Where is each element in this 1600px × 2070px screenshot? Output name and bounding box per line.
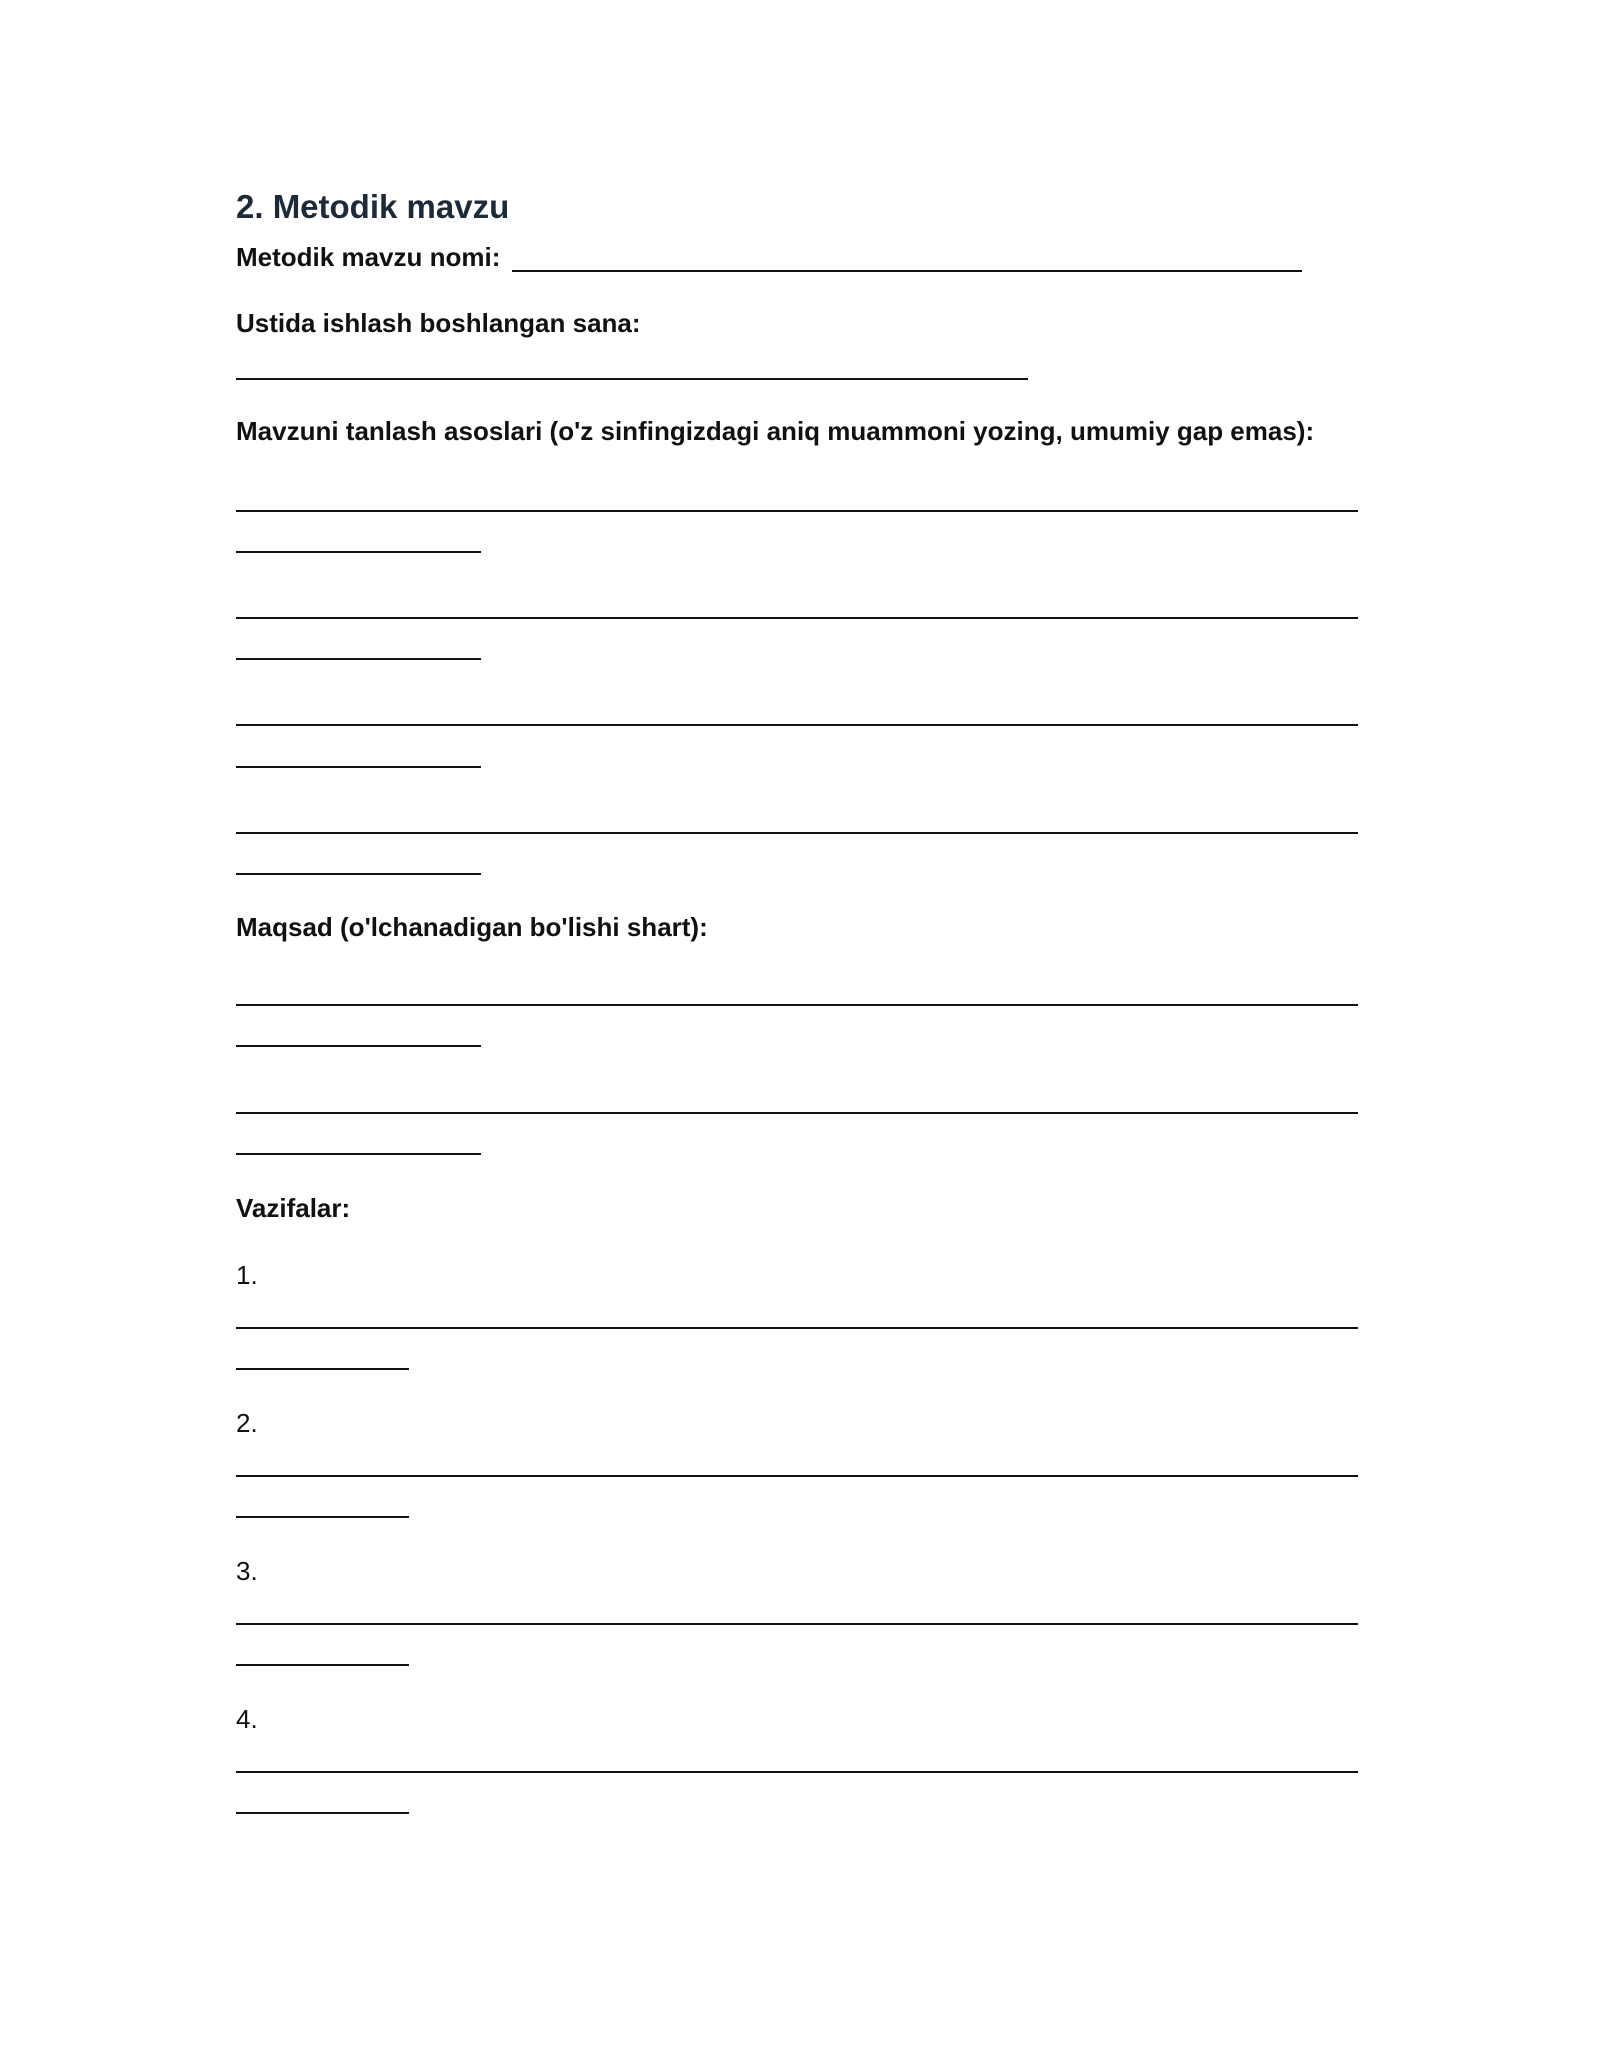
rationale-field-line[interactable] bbox=[236, 724, 1358, 726]
rationale-field-line-end[interactable] bbox=[236, 551, 481, 553]
task-number: 3. bbox=[236, 1556, 258, 1586]
topic-name-label: Metodik mavzu nomi: bbox=[236, 242, 501, 272]
task-field-line-end[interactable] bbox=[236, 1368, 409, 1370]
goal-label: Maqsad (o'lchanadigan bo'lishi shart): bbox=[236, 912, 708, 942]
rationale-field-line[interactable] bbox=[236, 832, 1358, 834]
rationale-field-line[interactable] bbox=[236, 510, 1358, 512]
start-date-field[interactable] bbox=[236, 378, 1028, 380]
task-field-line[interactable] bbox=[236, 1771, 1358, 1773]
task-number: 1. bbox=[236, 1260, 258, 1290]
goal-field-line-end[interactable] bbox=[236, 1153, 481, 1155]
task-number: 4. bbox=[236, 1704, 258, 1734]
task-field-line[interactable] bbox=[236, 1327, 1358, 1329]
rationale-field-line-end[interactable] bbox=[236, 766, 481, 768]
rationale-field-line-end[interactable] bbox=[236, 873, 481, 875]
task-field-line-end[interactable] bbox=[236, 1516, 409, 1518]
task-field-line-end[interactable] bbox=[236, 1664, 409, 1666]
task-field-line[interactable] bbox=[236, 1475, 1358, 1477]
start-date-label: Ustida ishlash boshlangan sana: bbox=[236, 308, 641, 338]
task-number: 2. bbox=[236, 1408, 258, 1438]
goal-field-line[interactable] bbox=[236, 1112, 1358, 1114]
task-field-line-end[interactable] bbox=[236, 1812, 409, 1814]
task-field-line[interactable] bbox=[236, 1623, 1358, 1625]
rationale-field-line-end[interactable] bbox=[236, 658, 481, 660]
goal-field-line-end[interactable] bbox=[236, 1045, 481, 1047]
section-title: 2. Metodik mavzu bbox=[236, 188, 510, 225]
goal-field-line[interactable] bbox=[236, 1004, 1358, 1006]
rationale-field-line[interactable] bbox=[236, 617, 1358, 619]
rationale-label: Mavzuni tanlash asoslari (o'z sinfingizdagi aniq muammoni yozing, umumiy gap emas): bbox=[236, 416, 1315, 446]
tasks-label: Vazifalar: bbox=[236, 1193, 351, 1223]
topic-name-field[interactable] bbox=[512, 270, 1302, 272]
